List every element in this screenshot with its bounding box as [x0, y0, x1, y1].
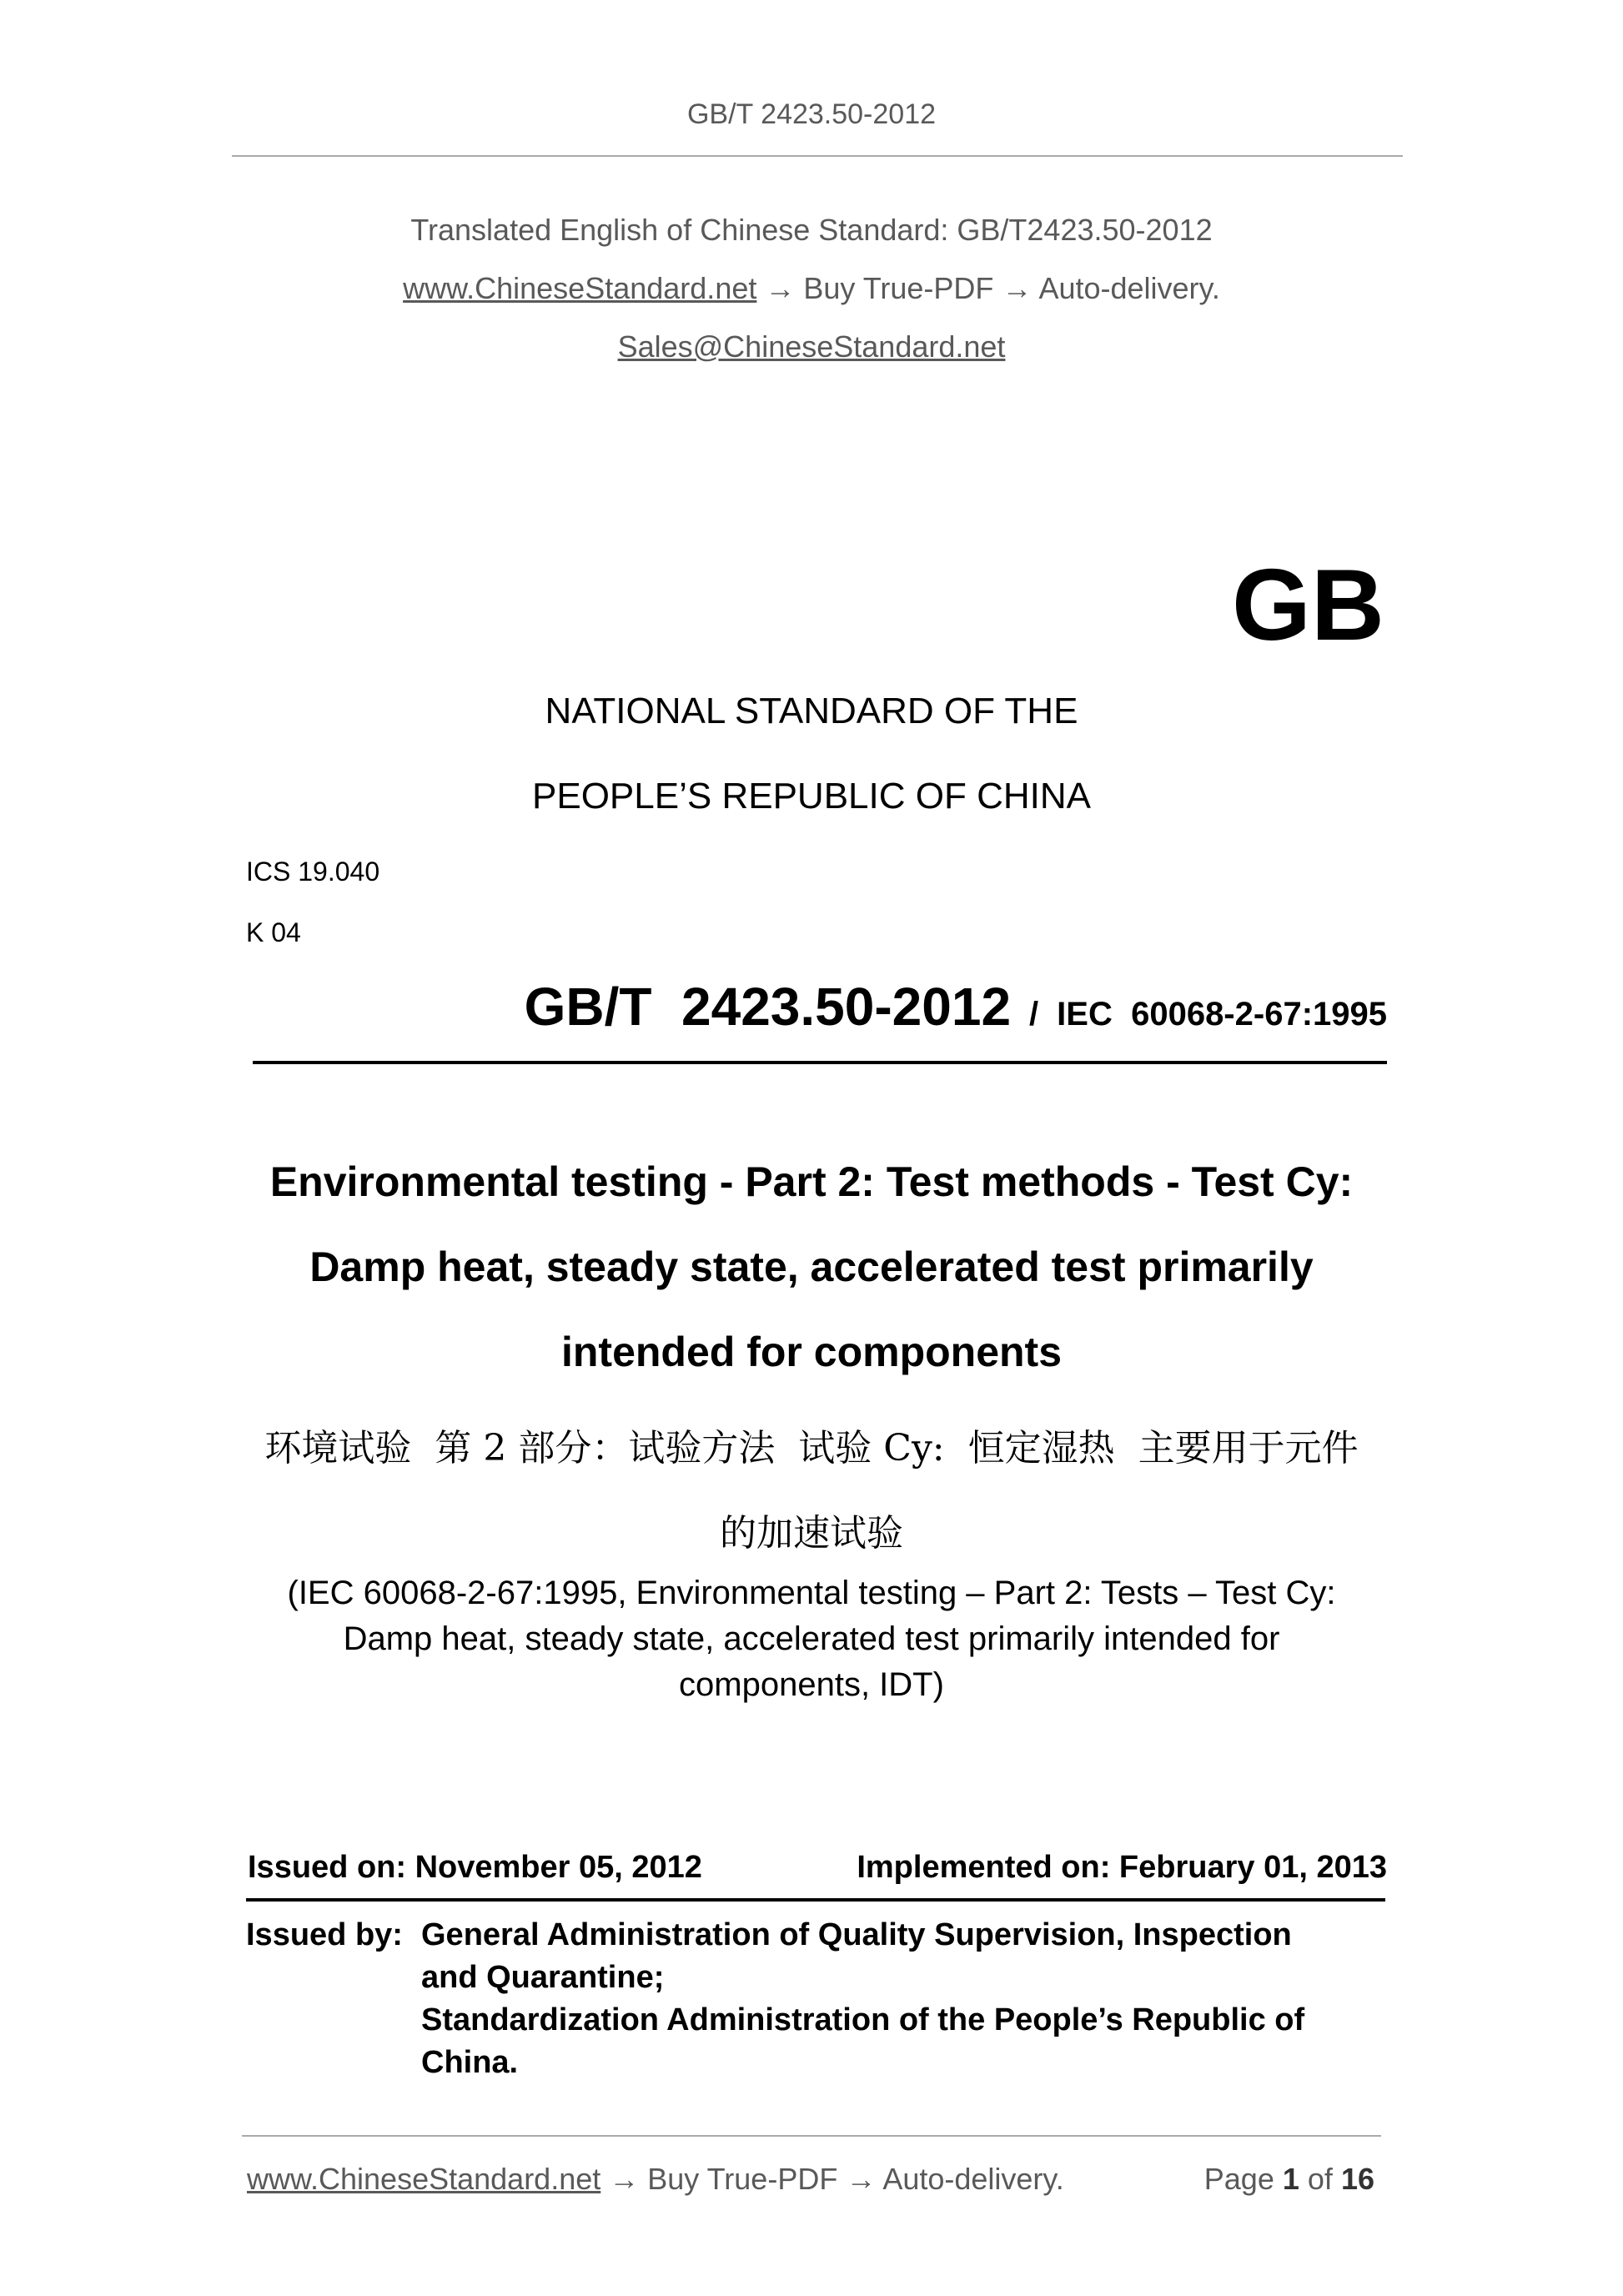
standard-number-line	[525, 976, 1387, 1037]
issued-by-line4: China.	[421, 2045, 519, 2080]
issued-by-line1: General Administration of Quality Supervision, Inspection	[421, 1917, 1292, 1952]
page-current: 1	[1282, 2162, 1299, 2196]
iec-note-line2: Damp heat, steady state, accelerated test primarily intended for	[343, 1620, 1280, 1657]
title-line1: Environmental testing - Part 2: Test methods - Test Cy:	[269, 1158, 1354, 1205]
issued-by-line2: and Quarantine;	[421, 1960, 665, 1995]
chinese-title-line1: 环境试验 第 2 部分：试验方法 试验 Cy: 恒定湿热 主要用于元件	[264, 1427, 1359, 1470]
iec-note-line1: (IEC 60068-2-67:1995, Environmental testing – Part 2: Tests – Test Cy:	[287, 1575, 1336, 1611]
buy-line	[0, 271, 1623, 306]
running-header: GB/T 2423.50-2012	[686, 98, 937, 130]
footer-buy-line	[247, 2162, 1064, 2197]
standard-number-rule	[253, 1061, 1387, 1064]
issued-on-date: Issued on: November 05, 2012	[248, 1850, 702, 1885]
footer-divider	[242, 2135, 1381, 2137]
site-link[interactable]: www.ChineseStandard.net	[403, 271, 757, 305]
page-of: of	[1307, 2162, 1333, 2196]
title-line2: Damp heat, steady state, accelerated test primarily	[309, 1243, 1314, 1290]
footer-buy-text: → Buy True-PDF → Auto-delivery.	[600, 2162, 1064, 2196]
chinese-title-line2: 的加速试验	[720, 1512, 903, 1555]
ics-code: ICS 19.040	[246, 857, 380, 887]
page-indicator	[1204, 2162, 1374, 2197]
national-standard-line2: PEOPLE’S REPUBLIC OF CHINA	[532, 776, 1091, 816]
standard-separator: /	[1029, 996, 1039, 1032]
gb-mark: GB	[1232, 548, 1384, 661]
iec-number: IEC 60068-2-67:1995	[1057, 996, 1387, 1032]
buy-text: → Buy True-PDF → Auto-delivery.	[756, 271, 1220, 305]
issued-by-block	[246, 1914, 1397, 2084]
sales-email-link[interactable]: Sales@ChineseStandard.net	[617, 329, 1006, 364]
page-label: Page	[1203, 2162, 1274, 2196]
title-line3: intended for components	[561, 1329, 1062, 1375]
dates-rule	[246, 1898, 1385, 1902]
footer-site-link[interactable]: www.ChineseStandard.net	[247, 2162, 601, 2196]
implemented-on-date: Implemented on: February 01, 2013	[857, 1850, 1387, 1885]
page-total: 16	[1340, 2162, 1374, 2196]
issued-by-line3: Standardization Administration of the People’s Republic of	[421, 2002, 1305, 2037]
translated-notice: Translated English of Chinese Standard: GB/T2423.50-2012	[410, 213, 1213, 247]
k-code: K 04	[246, 917, 301, 947]
iec-note-line3: components, IDT)	[679, 1666, 944, 1703]
national-standard-line1: NATIONAL STANDARD OF THE	[545, 691, 1078, 731]
issued-by-label: Issued by:	[246, 1917, 403, 1952]
header-divider	[232, 155, 1403, 157]
standard-number: GB/T 2423.50-2012	[524, 977, 1012, 1037]
iec-equivalence-note	[0, 1570, 1623, 1708]
sales-line	[0, 329, 1623, 364]
